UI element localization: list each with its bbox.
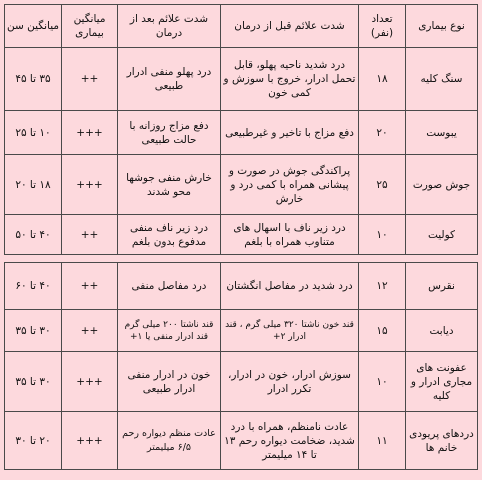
avg-disease-cell: ++ — [62, 215, 118, 255]
before-cell: پراکندگی جوش در صورت و پیشانی همراه با کمی درد و خارش — [221, 155, 359, 215]
after-cell: دفع مزاج روزانه با حالت طبیعی — [118, 111, 221, 155]
disease-type-cell: عفونت های مجاری ادرار و کلیه — [406, 352, 478, 412]
before-cell: سوزش ادرار، خون در ادرار، تکرر ادرار — [221, 352, 359, 412]
avg-age-cell: ۴۰ تا ۵۰ — [5, 215, 62, 255]
avg-age-cell: ۱۸ تا ۲۰ — [5, 155, 62, 215]
count-cell: ۱۸ — [359, 48, 406, 111]
avg-disease-cell: ++ — [62, 263, 118, 310]
table-row — [5, 352, 478, 412]
avg-disease-cell: ++ — [62, 48, 118, 111]
header-avg-disease: میانگین بیماری — [62, 5, 118, 48]
table-row — [5, 48, 478, 111]
results-table-top — [4, 4, 478, 255]
avg-disease-cell: +++ — [62, 111, 118, 155]
disease-type-cell: جوش صورت — [406, 155, 478, 215]
disease-type-cell: نقرس — [406, 263, 478, 310]
avg-disease-cell: ++ — [62, 310, 118, 352]
after-cell: خون در ادرار منفی ادرار طبیعی — [118, 352, 221, 412]
before-cell: دفع مزاج با تاخیر و غیرطبیعی — [221, 111, 359, 155]
after-cell: قند ناشتا ۲۰۰ میلی گرم قند ادرار منفی یا ۱+ — [118, 310, 221, 352]
header-severity-before: شدت علائم قبل از درمان — [221, 5, 359, 48]
avg-disease-cell: +++ — [62, 352, 118, 412]
before-cell: درد زیر ناف با اسهال های متناوب همراه با بلغم — [221, 215, 359, 255]
header-avg-age: میانگین سن — [5, 5, 62, 48]
table-row — [5, 111, 478, 155]
avg-disease-cell: +++ — [62, 155, 118, 215]
avg-age-cell: ۲۰ تا ۳۰ — [5, 412, 62, 470]
disease-type-cell: سنگ کلیه — [406, 48, 478, 111]
after-cell: درد زیر ناف منفی مدفوع بدون بلغم — [118, 215, 221, 255]
avg-age-cell: ۱۰ تا ۲۵ — [5, 111, 62, 155]
count-cell: ۲۰ — [359, 111, 406, 155]
count-cell: ۲۵ — [359, 155, 406, 215]
avg-age-cell: ۳۵ تا ۴۵ — [5, 48, 62, 111]
after-cell: درد مفاصل منفی — [118, 263, 221, 310]
header-count: تعداد (نفر) — [359, 5, 406, 48]
results-table-bottom — [4, 262, 478, 470]
disease-type-cell: یبوست — [406, 111, 478, 155]
avg-age-cell: ۳۰ تا ۳۵ — [5, 310, 62, 352]
after-cell: عادت منظم دیواره رحم ۶/۵ میلیمتر — [118, 412, 221, 470]
header-severity-after: شدت علائم بعد از درمان — [118, 5, 221, 48]
count-cell: ۱۱ — [359, 412, 406, 470]
avg-age-cell: ۳۰ تا ۳۵ — [5, 352, 62, 412]
avg-age-cell: ۴۰ تا ۶۰ — [5, 263, 62, 310]
table-row — [5, 412, 478, 470]
count-cell: ۱۰ — [359, 352, 406, 412]
table-row — [5, 215, 478, 255]
before-cell: درد شدید ناحیه پهلو، قابل تحمل ادرار، خروج با سوزش و کمی خون — [221, 48, 359, 111]
disease-type-cell: دیابت — [406, 310, 478, 352]
after-cell: درد پهلو منفی ادرار طبیعی — [118, 48, 221, 111]
count-cell: ۱۰ — [359, 215, 406, 255]
before-cell: درد شدید در مفاصل انگشتان — [221, 263, 359, 310]
before-cell: عادت نامنظم، همراه با درد شدید، ضخامت دیواره رحم ۱۳ تا ۱۴ میلیمتر — [221, 412, 359, 470]
header-row — [5, 5, 478, 48]
table-row — [5, 310, 478, 352]
after-cell: خارش منفی جوشها محو شدند — [118, 155, 221, 215]
table-row — [5, 263, 478, 310]
avg-disease-cell: +++ — [62, 412, 118, 470]
header-disease-type: نوع بیماری — [406, 5, 478, 48]
disease-type-cell: کولیت — [406, 215, 478, 255]
table-row — [5, 155, 478, 215]
count-cell: ۱۲ — [359, 263, 406, 310]
before-cell: قند خون ناشتا ۳۲۰ میلی گرم ، قند ادرار ۲+ — [221, 310, 359, 352]
count-cell: ۱۵ — [359, 310, 406, 352]
disease-type-cell: دردهای پریودی خانم ها — [406, 412, 478, 470]
